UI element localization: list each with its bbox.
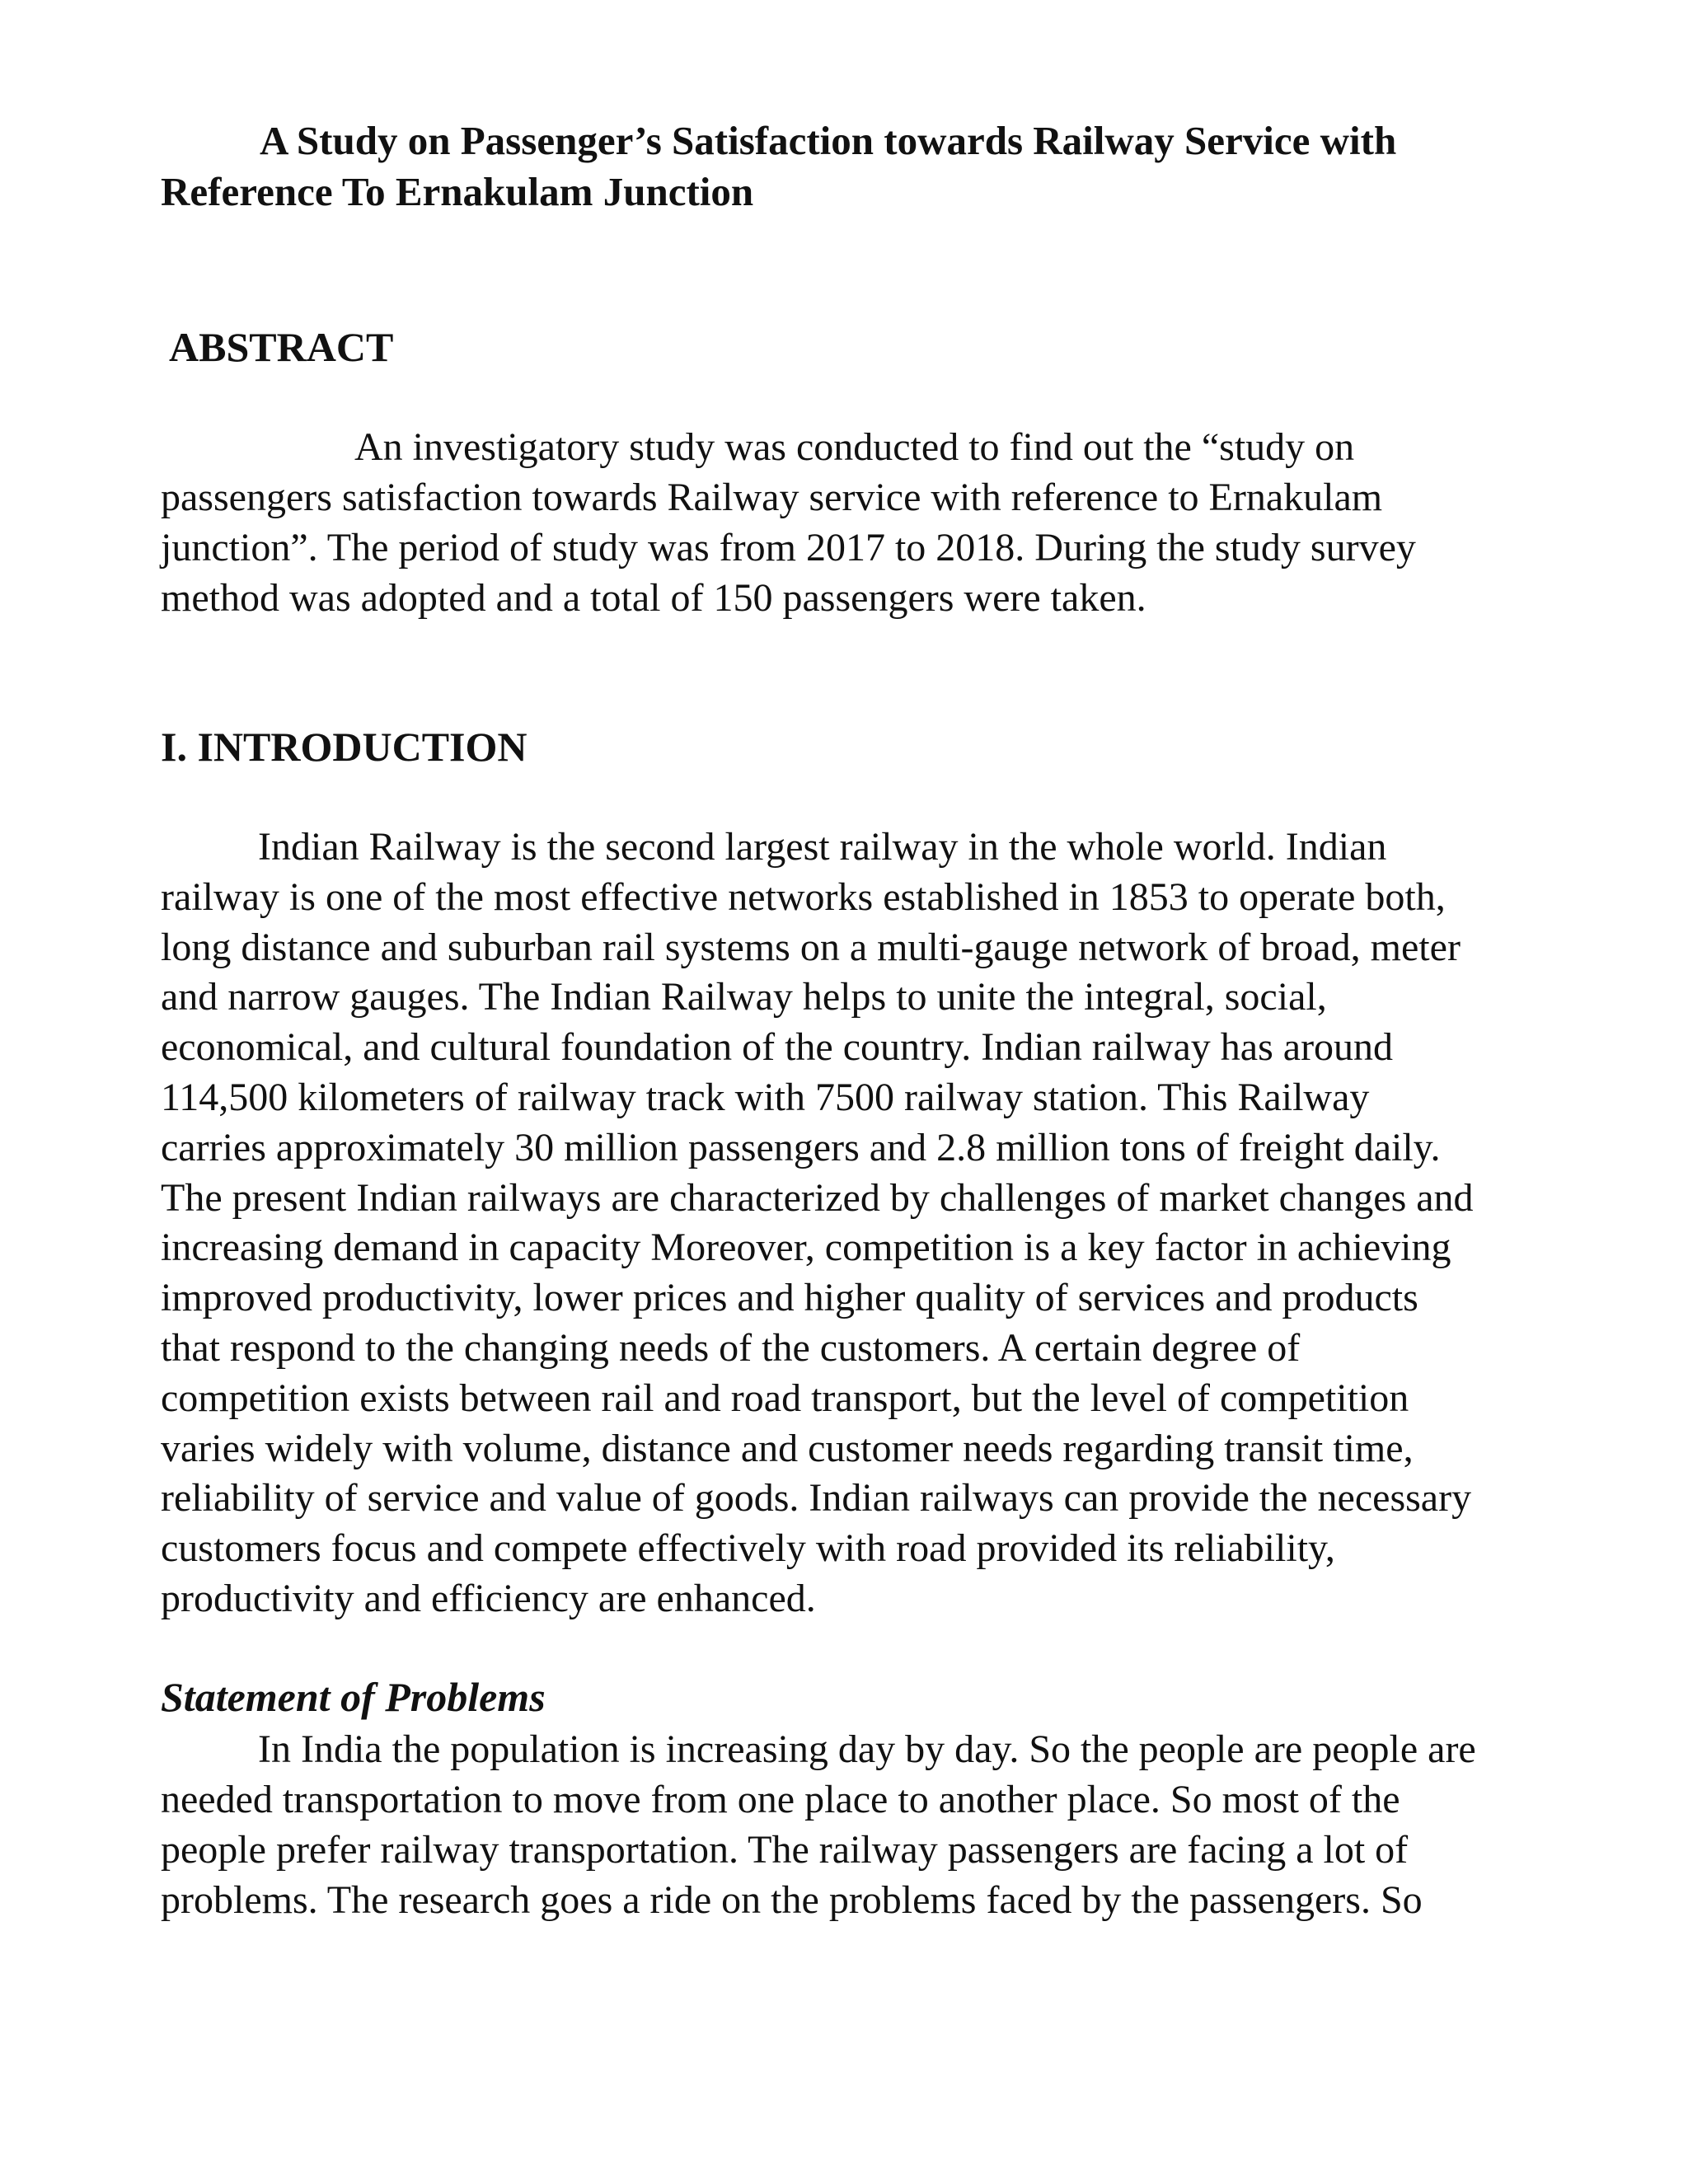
statement-of-problems-paragraph xyxy=(161,1724,1603,1925)
intro-line: improved productivity, lower prices and higher quality of services and products xyxy=(161,1276,1418,1320)
problems-line: needed transportation to move from one place to another place. So most of the xyxy=(161,1778,1400,1821)
abstract-line: method was adopted and a total of 150 passengers were taken. xyxy=(161,576,1146,620)
intro-line: and narrow gauges. The Indian Railway helps to unite the integral, social, xyxy=(161,975,1327,1019)
introduction-paragraph xyxy=(161,823,1603,1624)
intro-line: that respond to the changing needs of the customers. A certain degree of xyxy=(161,1325,1301,1370)
title-line-1: A Study on Passenger’s Satisfaction towards Railway Service with xyxy=(260,118,1397,163)
title-line-2: Reference To Ernakulam Junction xyxy=(161,169,754,214)
intro-line: economical, and cultural foundation of the country. Indian railway has around xyxy=(161,1025,1394,1070)
intro-line: competition exists between rail and road transport, but the level of competition xyxy=(161,1376,1409,1420)
abstract-paragraph xyxy=(161,422,1562,623)
intro-line: Indian Railway is the second largest railway in the whole world. Indian xyxy=(258,825,1387,869)
abstract-line: An investigatory study was conducted to find out the “study on xyxy=(354,425,1355,469)
statement-of-problems-heading: Statement of Problems xyxy=(161,1674,546,1720)
paper-title xyxy=(161,115,1562,218)
intro-line: carries approximately 30 million passengers and 2.8 million tons of freight daily. xyxy=(161,1125,1441,1169)
intro-line: reliability of service and value of goods. Indian railways can provide the necessary xyxy=(161,1476,1472,1521)
problems-line: people prefer railway transportation. The railway passengers are facing a lot of xyxy=(161,1828,1409,1872)
problems-line: problems. The research goes a ride on the problems faced by the passengers. So xyxy=(161,1878,1423,1922)
problems-line: In India the population is increasing day by day. So the people are people are xyxy=(258,1727,1476,1771)
introduction-heading: I. INTRODUCTION xyxy=(161,724,528,770)
abstract-line: passengers satisfaction towards Railway service with reference to Ernakulam xyxy=(161,476,1383,519)
intro-line: railway is one of the most effective networks established in 1853 to operate both, xyxy=(161,874,1446,919)
intro-line: increasing demand in capacity Moreover, competition is a key factor in achieving xyxy=(161,1226,1451,1270)
intro-line: long distance and suburban rail systems on a multi-gauge network of broad, meter xyxy=(161,925,1461,969)
intro-line: The present Indian railways are characterized by challenges of market changes and xyxy=(161,1175,1474,1220)
intro-line: productivity and efficiency are enhanced. xyxy=(161,1576,816,1620)
intro-line: customers focus and compete effectively with road provided its reliability, xyxy=(161,1526,1335,1571)
intro-line: 114,500 kilometers of railway track with 7500 railway station. This Railway xyxy=(161,1075,1370,1119)
abstract-heading: ABSTRACT xyxy=(169,324,394,370)
abstract-line: junction”. The period of study was from 2017 to 2018. During the study survey xyxy=(161,526,1416,569)
intro-line: varies widely with volume, distance and customer needs regarding transit time, xyxy=(161,1426,1414,1470)
